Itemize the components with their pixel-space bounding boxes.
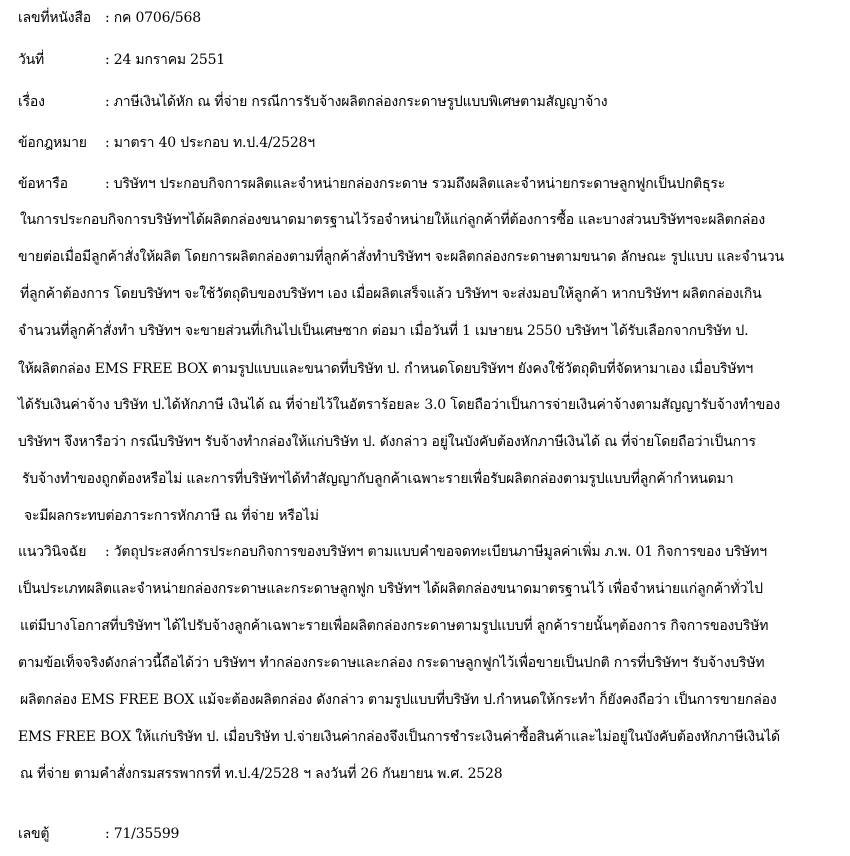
- ruling-line: EMS FREE BOX ให้แก่บริษัท ป. เมื่อบริษัท ป.จ่ายเงินค่ากล่องจึงเป็นการชำระเงินค่าซื้อสินค้าและไม่อยู่ในบังคับต้องหักภาษีเงินได้: [18, 729, 780, 745]
- subject-label: เรื่อง: [18, 94, 45, 110]
- question-line: ในการประกอบกิจการบริษัทฯได้ผลิตกล่องขนาดมาตรฐานไว้รอจำหน่ายให้แก่ลูกค้าที่ต้องการซื้อ และบางส่วนบริษัทฯจะผลิตกล่อง: [20, 212, 765, 228]
- question-line: ได้รับเงินค่าจ้าง บริษัท ป.ได้หักภาษี เงินได้ ณ ที่จ่ายไว้ในอัตราร้อยละ 3.0 โดยถือว่าเป็นการจ่ายเงินค่าจ้างตามสัญญารับจ้างทำของ: [18, 397, 781, 413]
- ruling-line: ผลิตกล่อง EMS FREE BOX แม้จะต้องผลิตกล่อง ดังกล่าว ตามรูปแบบที่บริษัท ป.กำหนดให้กระทำ ก็ยังคงถือว่า เป็นการขายกล่อง: [20, 692, 777, 708]
- ruling-label: แนววินิจฉัย: [18, 544, 87, 560]
- letter-no-value: : กค 0706/568: [105, 10, 201, 26]
- subject-value: : ภาษีเงินได้หัก ณ ที่จ่าย กรณีการรับจ้างผลิตกล่องกระดาษรูปแบบพิเศษตามสัญญาจ้าง: [105, 94, 608, 110]
- law-value: : มาตรา 40 ประกอบ ท.ป.4/2528ฯ: [105, 135, 315, 151]
- question-line: ที่ลูกค้าต้องการ โดยบริษัทฯ จะใช้วัตถุดิบของบริษัทฯ เอง เมื่อผลิตเสร็จแล้ว บริษัทฯ จะส่งมอบให้ลูกค้า หากบริษัทฯ ผลิตกล่องเกิน: [20, 286, 762, 302]
- question-line: จะมีผลกระทบต่อภาระการหักภาษี ณ ที่จ่าย หรือไม่: [24, 508, 319, 524]
- question-line: ขายต่อเมื่อมีลูกค้าสั่งให้ผลิต โดยการผลิตกล่องตามที่ลูกค้าสั่งทำบริษัทฯ จะผลิตกล่องกระดาษตามขนาด ลักษณะ รูปแบบ และจำนวน: [18, 249, 784, 265]
- ruling-line: ตามข้อเท็จจริงดังกล่าวนี้ถือได้ว่า บริษัทฯ ทำกล่องกระดาษและกล่อง กระดาษลูกฟูกไว้เพื่อขายเป็นปกติ การที่บริษัทฯ รับจ้างบริษัท: [18, 655, 765, 671]
- date-label: วันที่: [18, 52, 45, 68]
- question-line: รับจ้างทำของถูกต้องหรือไม่ และการที่บริษัทฯได้ทำสัญญากับลูกค้าเฉพาะรายเพื่อรับผลิตกล่องตามรูปแบบที่ลูกค้ากำหนดมา: [22, 471, 734, 487]
- ruling-first-line: : วัตถุประสงค์การประกอบกิจการของบริษัทฯ ตามแบบคำขอจดทะเบียนภาษีมูลค่าเพิ่ม ภ.พ. 01 กิจการของ บริษัทฯ: [105, 544, 767, 560]
- law-label: ข้อกฎหมาย: [18, 135, 87, 151]
- question-label: ข้อหารือ: [18, 176, 68, 192]
- question-first-line: : บริษัทฯ ประกอบกิจการผลิตและจำหน่ายกล่องกระดาษ รวมถึงผลิตและจำหน่ายกระดาษลูกฟูกเป็นปกติธุระ: [105, 176, 726, 192]
- question-line: บริษัทฯ จึงหารือว่า กรณีบริษัทฯ รับจ้างทำกล่องให้แก่บริษัท ป. ดังกล่าว อยู่ในบังคับต้องหักภาษีเงินได้ ณ ที่จ่ายโดยถือว่าเป็นการ: [18, 434, 756, 450]
- ruling-line: เป็นประเภทผลิตและจำหน่ายกล่องกระดาษและกระดาษลูกฟูก บริษัทฯ ได้ผลิตกล่องขนาดมาตรฐานไว้ เพื่อจำหน่ายแก่ลูกค้าทั่วไป: [18, 581, 763, 597]
- box-no-value: : 71/35599: [105, 826, 180, 842]
- ruling-line: ณ ที่จ่าย ตามคำสั่งกรมสรรพากรที่ ท.ป.4/2528 ฯ ลงวันที่ 26 กันยายน พ.ศ. 2528: [20, 766, 503, 782]
- box-no-label: เลขตู้: [18, 826, 50, 842]
- question-line: ให้ผลิตกล่อง EMS FREE BOX ตามรูปแบบและขนาดที่บริษัท ป. กำหนดโดยบริษัทฯ ยังคงใช้วัตถุดิบที่จัดหามาเอง เมื่อบริษัทฯ: [18, 361, 754, 377]
- letter-no-label: เลขที่หนังสือ: [18, 10, 91, 26]
- ruling-line: แต่มีบางโอกาสที่บริษัทฯ ได้ไปรับจ้างลูกค้าเฉพาะรายเพื่อผลิตกล่องกระดาษตามรูปแบบที่ ลูกค้ารายนั้นๆต้องการ กิจการของบริษัท: [20, 618, 769, 634]
- date-value: : 24 มกราคม 2551: [105, 52, 225, 68]
- question-line: จำนวนที่ลูกค้าสั่งทำ บริษัทฯ จะขายส่วนที่เกินไปเป็นเศษซาก ต่อมา เมื่อวันที่ 1 เมษายน 2550 บริษัทฯ ได้รับเลือกจากบริษัท ป.: [18, 323, 749, 339]
